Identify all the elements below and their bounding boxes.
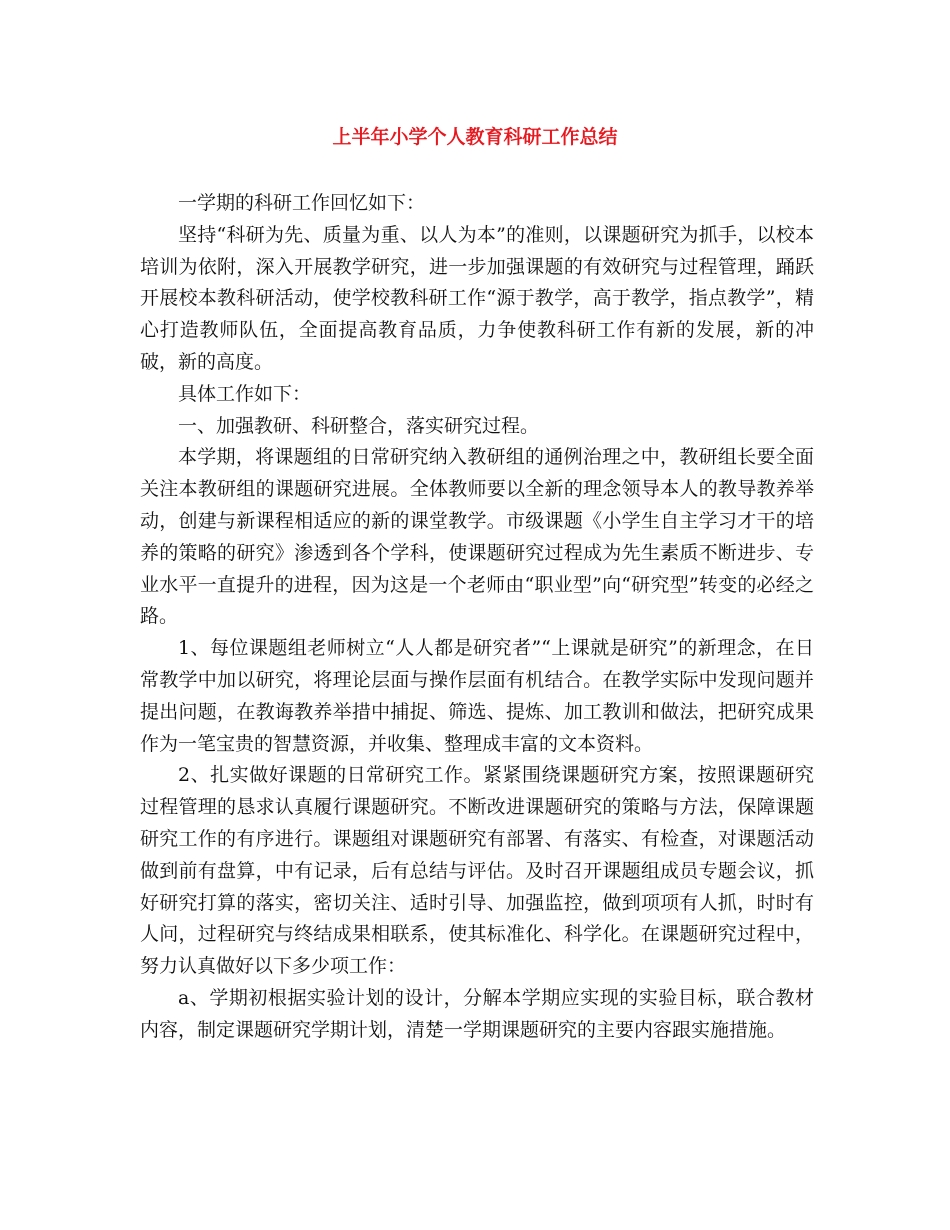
paragraph: 一、加强教研、科研整合，落实研究过程。 bbox=[178, 414, 540, 437]
paragraph: 坚持“科研为先、质量为重、以人为本”的准则，以课题研究为抓手，以校本培训为依附，深入开展教学研究，进一步加强课题的有效研究与过程管理，踊跃开展校本教科研活动，使学校教科研工作“源于教学，高于教学，指点教学”，精心打造教师队伍，全面提高教育品质，力争使教科研工作有新的发展，新的冲破，新的高度。 bbox=[140, 223, 814, 373]
document-title: 上半年小学个人教育科研工作总结 bbox=[332, 126, 618, 148]
document-body bbox=[140, 188, 814, 1047]
paragraph: a、学期初根据实验计划的设计，分解本学期应实现的实验目标，联合教材内容，制定课题研究学期计划，清楚一学期课题研究的主要内容跟实施措施。 bbox=[140, 986, 814, 1041]
paragraph: 1、每位课题组老师树立“人人都是研究者”“上课就是研究”的新理念，在日常教学中加以研究，将理论层面与操作层面有机结合。在教学实际中发现问题并提出问题，在教诲教养举措中捕捉、筛选、提炼、加工教训和做法，把研究成果作为一笔宝贵的智慧资源，并收集、整理成丰富的文本资料。 bbox=[140, 637, 814, 755]
paragraph: 本学期，将课题组的日常研究纳入教研组的通例治理之中，教研组长要全面关注本教研组的课题研究进展。全体教师要以全新的理念领导本人的教导教养举动，创建与新课程相适应的新的课堂教学。市级课题《小学生自主学习才干的培养的策略的研究》渗透到各个学科，使课题研究过程成为先生素质不断进步、专业水平一直提升的进程，因为这是一个老师由“职业型”向“研究型”转变的必经之路。 bbox=[140, 446, 814, 628]
paragraph: 2、扎实做好课题的日常研究工作。紧紧围绕课题研究方案，按照课题研究过程管理的恳求认真履行课题研究。不断改进课题研究的策略与方法，保障课题研究工作的有序进行。课题组对课题研究有部署、有落实、有检查，对课题活动做到前有盘算，中有记录，后有总结与评估。及时召开课题组成员专题会议，抓好研究打算的落实，密切关注、适时引导、加强监控，做到项项有人抓，时时有人问，过程研究与终结成果相联系，使其标准化、科学化。在课题研究过程中，努力认真做好以下多少项工作： bbox=[140, 764, 814, 978]
paragraph: 一学期的科研工作回忆如下： bbox=[178, 192, 426, 214]
paragraph: 具体工作如下： bbox=[178, 382, 312, 405]
